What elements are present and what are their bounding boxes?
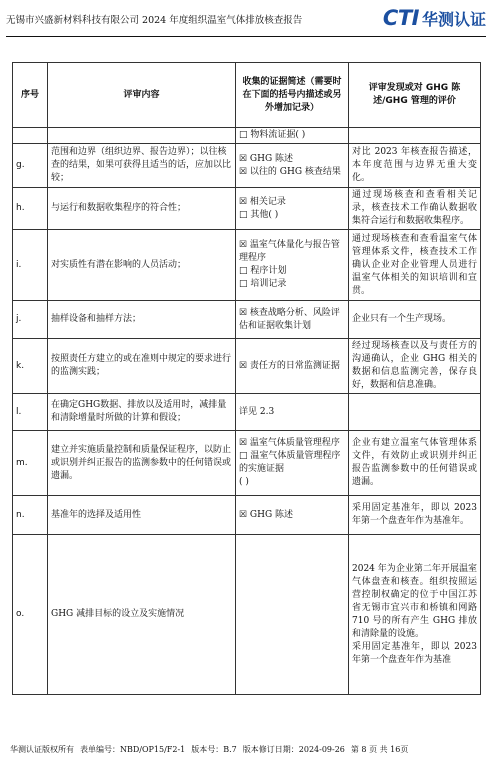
- evidence-line: □ 物料流证据( ): [239, 130, 306, 140]
- row-code: k.: [13, 339, 48, 394]
- evidence-line: ☒ GHG 陈述: [239, 153, 294, 164]
- evidence-line: ☒ 以往的 GHG 核查结果: [239, 166, 341, 177]
- column-header-evidence: 收集的证据简述（需要时在下面的括号内描述或另外增加记录）: [236, 63, 349, 128]
- carry-code: [13, 128, 48, 144]
- row-code: l.: [13, 394, 48, 431]
- footer-page-number: 第 8 页 共 16页: [350, 745, 409, 754]
- row-finding: [349, 394, 481, 431]
- logo-chinese-name: 华测认证: [421, 9, 486, 29]
- row-finding: 采用固定基准年，即以 2023 年第一个盘查年作为基准年。: [349, 496, 481, 535]
- row-evidence: [236, 301, 349, 339]
- row-code: j.: [13, 301, 48, 339]
- row-finding: 通过现场核查和查看温室气体管理体系文件，核查技术工作确认企业对企业管理人员进行温室气体相关的知识培训和宣贯。: [349, 230, 481, 301]
- header-divider: [6, 36, 486, 37]
- table-row: [13, 188, 481, 230]
- row-evidence: [236, 496, 349, 535]
- cti-logo: [383, 6, 486, 30]
- row-finding: 2024 年为企业第二年开展温室气体盘查和核查。组织按照运营控制权确定的位于中国江苏省无锡市宜兴市和桥镇和网路 710 号的所有产生 GHG 排放和清除量的设施。 采用固定基准年，即以 2023 年第一个盘查年作为基准: [349, 535, 481, 695]
- row-code: i.: [13, 230, 48, 301]
- row-evidence: [236, 535, 349, 695]
- row-code: g.: [13, 144, 48, 188]
- row-review-content: 与运行和数据收集程序的符合性；: [48, 188, 236, 230]
- row-finding: 企业有建立温室气体管理体系文件，有效防止或识别并纠正报告监测参数中的任何错误或遗漏。: [349, 431, 481, 496]
- evidence-line: ☒ 相关记录: [239, 196, 286, 207]
- carry-item: [48, 128, 236, 144]
- evidence-line: □ 温室气体质量管理程序的实施证据: [239, 451, 341, 474]
- row-review-content: 基准年的选择及适用性: [48, 496, 236, 535]
- row-evidence: [236, 230, 349, 301]
- footer-version: 版本号：B.7: [191, 745, 237, 754]
- table-row: [13, 301, 481, 339]
- row-finding: 对比 2023 年核查报告描述，本年度范围与边界无重大变化。: [349, 144, 481, 188]
- carry-evidence: [236, 128, 349, 144]
- report-title: 无锡市兴盛新材料科技有限公司 2024 年度组织温室气体排放核查报告: [6, 15, 303, 26]
- evidence-line: ☒ 核查战略分析、风险评估和证据收集计划: [239, 307, 340, 331]
- table-row: [13, 394, 481, 431]
- footer-form-number: 表单编号：NBD/OP15/F2-1: [80, 745, 186, 754]
- carry-over-row: [13, 128, 481, 144]
- row-evidence: [236, 394, 349, 431]
- row-review-content: 建立并实施质量控制和质量保证程序，以防止或识别并纠正报告的监测参数中的任何错误或遗漏。: [48, 431, 236, 496]
- row-review-content: 抽样设备和抽样方法；: [48, 301, 236, 339]
- evidence-line: ( ): [239, 477, 249, 487]
- evidence-line: 详见 2.3: [239, 406, 275, 417]
- row-review-content: GHG 减排目标的设立及实施情况: [48, 535, 236, 695]
- evidence-line: ☒ 责任方的日常监测证据: [239, 360, 340, 371]
- page-header: [6, 0, 486, 36]
- page-footer: [10, 744, 482, 755]
- evidence-line: □ 培训记录: [239, 279, 287, 289]
- row-code: o.: [13, 535, 48, 695]
- row-review-content: 在确定GHG数据、排放以及适用时，减排量和清除增量时所做的计算和假设；: [48, 394, 236, 431]
- table-row: [13, 431, 481, 496]
- column-header-content: 评审内容: [48, 63, 236, 128]
- row-review-content: 范围和边界（组织边界、报告边界）；以往核查的结果，如果可获得且适当的话，应加以比较；: [48, 144, 236, 188]
- row-evidence: [236, 188, 349, 230]
- table-row: [13, 230, 481, 301]
- review-table: [12, 62, 481, 695]
- row-code: h.: [13, 188, 48, 230]
- table-row: [13, 339, 481, 394]
- evidence-line: ☒ 温室气体质量管理程序: [239, 438, 340, 448]
- evidence-line: □ 其他( ): [239, 209, 279, 220]
- evidence-line: ☒ 温室气体量化与报告管理程序: [239, 240, 340, 263]
- row-review-content: 按照责任方建立的或在准则中规定的要求进行的监测实践；: [48, 339, 236, 394]
- row-evidence: [236, 431, 349, 496]
- row-finding: 企业只有一个生产现场。: [349, 301, 481, 339]
- column-header-finding: 评审发现或对 GHG 陈述/GHG 管理的评价: [349, 63, 481, 128]
- table-row: [13, 535, 481, 695]
- footer-revision-date: 版本修订日期：2024-09-26: [242, 745, 345, 754]
- footer-copyright: 华测认证版权所有: [10, 745, 74, 754]
- carry-finding: [349, 128, 481, 144]
- row-evidence: [236, 144, 349, 188]
- logo-mark: CTI: [382, 6, 419, 30]
- row-review-content: 对实质性有潜在影响的人员活动；: [48, 230, 236, 301]
- row-code: n.: [13, 496, 48, 535]
- row-finding: 通过现场核查和查看相关记录，核查技术工作确认数据收集符合运行和数据收集程序。: [349, 188, 481, 230]
- column-header-seq: 序号: [13, 63, 48, 128]
- evidence-line: ☒ GHG 陈述: [239, 509, 294, 520]
- row-finding: 经过现场核查以及与责任方的沟通确认，企业 GHG 相关的数据和信息监测完善，保存良好，数据和信息准确。: [349, 339, 481, 394]
- table-row: [13, 144, 481, 188]
- row-evidence: [236, 339, 349, 394]
- table-row: [13, 496, 481, 535]
- row-code: m.: [13, 431, 48, 496]
- evidence-line: □ 程序计划: [239, 266, 287, 276]
